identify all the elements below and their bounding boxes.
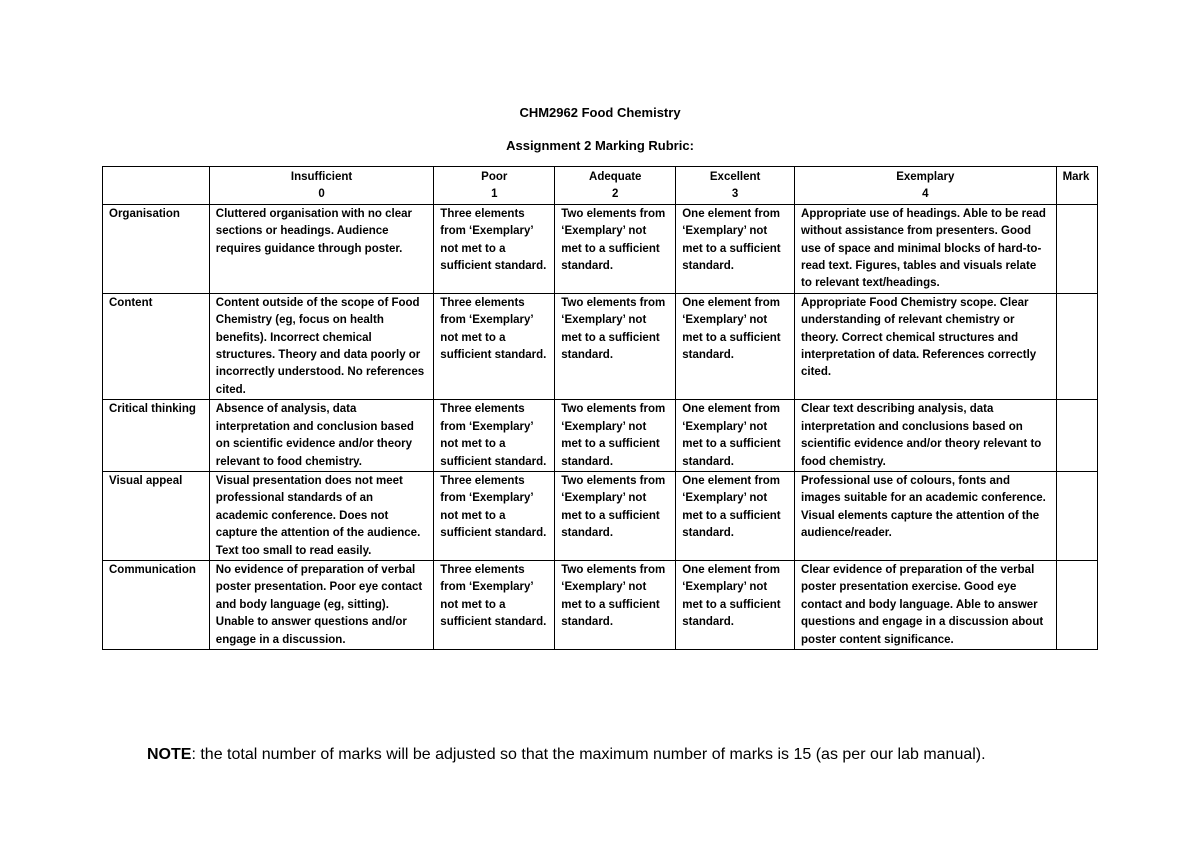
adequate-cell: Two elements from ‘Exemplary’ not met to a sufficient standard. xyxy=(555,560,676,649)
adequate-cell: Two elements from ‘Exemplary’ not met to a sufficient standard. xyxy=(555,293,676,399)
exemplary-cell: Appropriate use of headings. Able to be read without assistance from presenters. Good use of space and minimal blocks of hard-to-read text. Figures, tables and visuals relate to relevant text/headings. xyxy=(795,204,1057,293)
excellent-cell: One element from ‘Exemplary’ not met to a sufficient standard. xyxy=(676,400,795,472)
level-score: 4 xyxy=(922,188,929,201)
poor-cell: Three elements from ‘Exemplary’ not met to a sufficient standard. xyxy=(434,293,555,399)
mark-cell xyxy=(1056,560,1097,649)
note-label: NOTE xyxy=(147,746,192,763)
criterion-cell: Organisation xyxy=(103,204,210,293)
exemplary-cell: Clear text describing analysis, data interpretation and conclusions based on scientific evidence and/or theory relevant to food chemistry. xyxy=(795,400,1057,472)
exemplary-cell: Clear evidence of preparation of the verbal poster presentation exercise. Good eye contact and body language. Able to answer questions and engage in a discussion about poster content significance. xyxy=(795,560,1057,649)
rubric-row-organisation xyxy=(103,204,1098,293)
mark-cell xyxy=(1056,204,1097,293)
adequate-cell: Two elements from ‘Exemplary’ not met to a sufficient standard. xyxy=(555,471,676,560)
criterion-cell: Content xyxy=(103,293,210,399)
document-subtitle: Assignment 2 Marking Rubric: xyxy=(506,138,694,153)
excellent-cell: One element from ‘Exemplary’ not met to a sufficient standard. xyxy=(676,471,795,560)
level-header-exemplary xyxy=(795,167,1057,205)
excellent-cell: One element from ‘Exemplary’ not met to a sufficient standard. xyxy=(676,204,795,293)
excellent-cell: One element from ‘Exemplary’ not met to a sufficient standard. xyxy=(676,293,795,399)
level-label: Insufficient xyxy=(290,171,353,183)
level-label: Adequate xyxy=(589,171,642,183)
level-header-poor xyxy=(434,167,555,205)
note-body: : the total number of marks will be adjusted so that the maximum number of marks is 15 (as per our lab manual). xyxy=(191,746,986,763)
mark-cell xyxy=(1056,293,1097,399)
criterion-header xyxy=(103,167,210,205)
poor-cell: Three elements from ‘Exemplary’ not met to a sufficient standard. xyxy=(434,471,555,560)
insufficient-cell: Content outside of the scope of Food Chemistry (eg, focus on health benefits). Incorrect chemical structures. Theory and data poorly or incorrectly understood. No references cited. xyxy=(209,293,434,399)
insufficient-cell: No evidence of preparation of verbal poster presentation. Poor eye contact and body language (eg, sitting). Unable to answer questions and/or engage in a discussion. xyxy=(209,560,434,649)
level-score: 3 xyxy=(731,188,739,201)
adequate-cell: Two elements from ‘Exemplary’ not met to a sufficient standard. xyxy=(555,400,676,472)
excellent-cell: One element from ‘Exemplary’ not met to a sufficient standard. xyxy=(676,560,795,649)
criterion-cell: Communication xyxy=(103,560,210,649)
level-score: 0 xyxy=(318,188,325,201)
adequate-cell: Two elements from ‘Exemplary’ not met to a sufficient standard. xyxy=(555,204,676,293)
rubric-row-content xyxy=(103,293,1098,399)
rubric-table xyxy=(102,166,1098,650)
insufficient-cell: Absence of analysis, data interpretation and conclusion based on scientific evidence and/or theory relevant to food chemistry. xyxy=(209,400,434,472)
level-label: Exemplary xyxy=(896,171,955,183)
level-header-adequate xyxy=(555,167,676,205)
exemplary-cell: Professional use of colours, fonts and images suitable for an academic conference. Visual elements capture the attention of the audience/reader. xyxy=(795,471,1057,560)
mark-cell xyxy=(1056,400,1097,472)
poor-cell: Three elements from ‘Exemplary’ not met to a sufficient standard. xyxy=(434,400,555,472)
document-title: CHM2962 Food Chemistry xyxy=(519,105,681,120)
rubric-row-visual-appeal xyxy=(103,471,1098,560)
mark-header: Mark xyxy=(1056,167,1097,205)
note-text xyxy=(147,746,986,764)
level-score: 2 xyxy=(612,188,619,201)
level-header-insufficient xyxy=(209,167,434,205)
exemplary-cell: Appropriate Food Chemistry scope. Clear understanding of relevant chemistry or theory. Correct chemical structures and interpretation of data. References correctly cited. xyxy=(795,293,1057,399)
rubric-row-critical-thinking xyxy=(103,400,1098,472)
insufficient-cell: Cluttered organisation with no clear sections or headings. Audience requires guidance through poster. xyxy=(209,204,434,293)
insufficient-cell: Visual presentation does not meet professional standards of an academic conference. Does not capture the attention of the audience. Text too small to read easily. xyxy=(209,471,434,560)
level-header-excellent xyxy=(676,167,795,205)
level-score: 1 xyxy=(491,188,498,201)
criterion-cell: Visual appeal xyxy=(103,471,210,560)
poor-cell: Three elements from ‘Exemplary’ not met to a sufficient standard. xyxy=(434,204,555,293)
mark-cell xyxy=(1056,471,1097,560)
criterion-cell: Critical thinking xyxy=(103,400,210,472)
level-label: Excellent xyxy=(709,171,761,183)
poor-cell: Three elements from ‘Exemplary’ not met to a sufficient standard. xyxy=(434,560,555,649)
level-label: Poor xyxy=(481,171,508,183)
rubric-header-row xyxy=(103,167,1098,205)
rubric-row-communication xyxy=(103,560,1098,649)
